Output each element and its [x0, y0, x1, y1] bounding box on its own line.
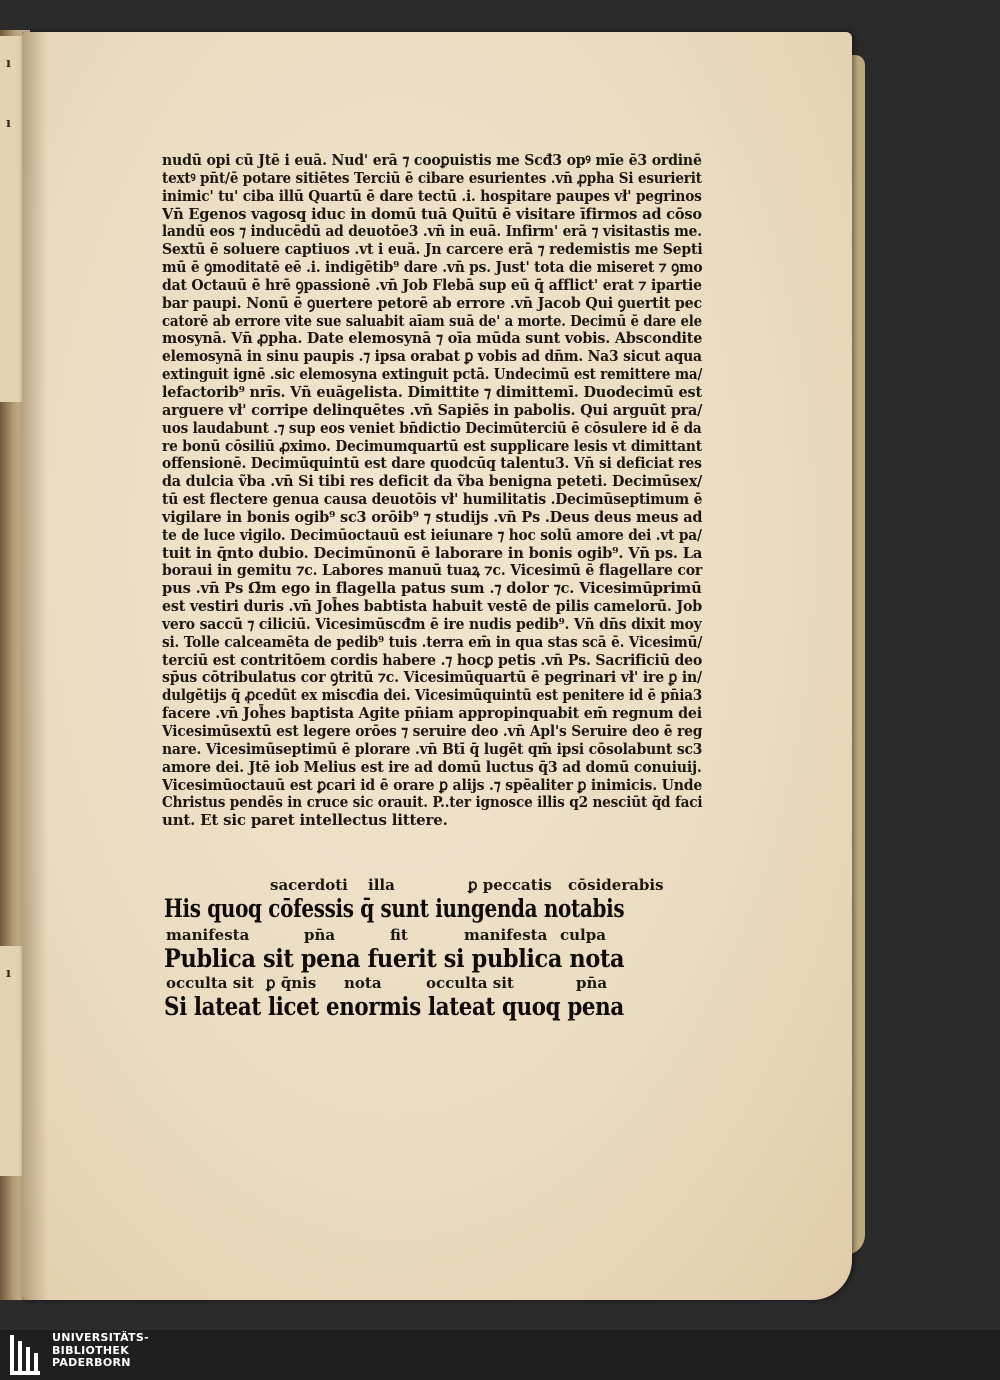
logo-line: PADERBORN — [52, 1356, 131, 1369]
text-line: dulgētijs q̄ ꝓcedūt ex miscđia dei. Vicesimūquintū est penitere id ē pn̄ia3 — [162, 686, 703, 705]
text-line: re bonū cōsiliū ꝓximo. Decimumquartū est supplicare lesis vt dimittant — [162, 436, 702, 455]
text-line: amore dei. Jtē iob Melius est ire ad domū luctus q̄3 ad domū conuiuij. — [162, 757, 702, 776]
verse-1-gloss: sacerdoti — [270, 876, 348, 894]
text-line: Sextū ē soluere captiuos .vt i euā. Jn carcere erā ⁊ redemistis me Septi — [162, 240, 703, 259]
text-line: offensionē. Decimūquintū est dare quodcūq̧ talentu3. Vn̄ si deficiat res — [162, 454, 702, 473]
verse-2-gloss: fit — [390, 926, 408, 944]
text-line: vigilare in bonis ogib⁹ sc3 orōib⁹ ⁊ studijs .vn̄ Ps .Deus deus meus ad — [162, 507, 703, 526]
text-line: si. Tolle calceamēta de pedib⁹ tuis .terra em̄ in qua stas scā ē. Vicesimū/ — [162, 632, 703, 651]
text-line: uos laudabunt .⁊ sup eos veniet bn̄dictio Decimūterciū ē cōsulere id ē da — [162, 418, 702, 437]
verse-3-gloss: occulta sit — [426, 974, 514, 992]
text-line: inimic' tu' ciba illū Quartū ē dare tectū .i. hospitare paupes vł' pegrinos — [162, 186, 702, 205]
verse-1-gloss: ꝑ peccatis — [468, 876, 552, 894]
text-line: mū ē ꝯmoditatē eē .i. indigētib⁹ dare .vn̄ ps. Just' tota die miseret ⁊ ꝯmo — [162, 258, 703, 277]
verse-3-gloss: occulta sit — [166, 974, 254, 992]
text-line: bar paupi. Nonū ē ꝯuertere petorē ab errore .vn̄ Jacob Qui ꝯuertit pec — [162, 293, 702, 312]
verse-1-line: His quoq̧ cōfessis q̄ sunt iungenda notabis — [164, 894, 625, 923]
text-line: boraui in gemitu ⁊c. Labores manuū tuaꝝ ⁊c. Vicesimū ē flagellare cor — [162, 561, 703, 580]
stub-mark: ı — [6, 116, 11, 131]
text-line: elemosynā in sinu paupis .⁊ ipsa orabat ꝑ vobis ad dn̄m. Na3 sicut aqua — [162, 347, 702, 366]
text-line: te de luce vigilo. Decimūoctauū est ieiunare ⁊ hoc solū amore dei .vt pa/ — [162, 525, 702, 544]
text-line: unt. Et sic paret intellectus littere. — [162, 811, 448, 830]
text-line: arguere vł' corripe delinquētes .vn̄ Sapiēs in pabolis. Qui arguūt pra/ — [162, 400, 703, 419]
library-logo-icon — [8, 1333, 44, 1377]
verse-3-line: Si lateat licet enormis lateat quoq̧ pena — [164, 992, 624, 1021]
verse-2-gloss: culpa — [560, 926, 606, 944]
text-line: dat Octauū ē hrē ꝯpassionē .vn̄ Job Flebā sup eū q̄ afflict' erat ⁊ ipartie — [162, 275, 702, 294]
footer-bar — [0, 1330, 1000, 1380]
text-line: Vicesimūoctauū est ꝑcari id ē orare ꝑ alijs .⁊ spēaliter ꝑ inimicis. Unde — [162, 775, 703, 794]
page-gutter-shadow — [22, 32, 48, 1300]
text-line: nare. Vicesimūseptimū ē plorare .vn̄ Btī q̄ lugēt qm̄ ipsi cōsolabunt sc3 — [162, 739, 703, 758]
text-line: nudū opi cū Jtē i euā. Nud' erā ⁊ cooꝑuistis me Scđ3 opꝰ mīe ē3 ordinē — [162, 151, 702, 169]
text-line: tū est flectere genua causa deuotōis vł' humilitatis .Decimūseptimum ē — [162, 490, 703, 509]
text-line: Christus pendēs in cruce sic orauit. P..ter ignosce illis q2 nesciūt q̄d faci — [162, 793, 703, 812]
text-line: vero saccū ⁊ ciliciū. Vicesimūscđm ē ire nudis pedib⁹. Vn̄ dn̄s dixit moy — [162, 614, 702, 633]
verse-1-gloss: cōsiderabis — [568, 876, 664, 894]
body-text-block — [162, 152, 702, 830]
stub-mark: ı — [6, 966, 11, 981]
text-line: extinguit ignē .sic elemosyna extinguit pctā. Undecimū est remittere ma/ — [162, 365, 703, 384]
library-logo-text — [52, 1332, 149, 1370]
verse-2-gloss: manifesta — [166, 926, 250, 944]
text-line: textꝰ pn̄t/ē potare sitiētes Terciū ē cibare esurientes .vn̄ ꝓpha Si esurierit — [162, 168, 702, 187]
text-line: est vestiri duris .vn̄ Joh̄es babtista habuit vestē de pilis camelorū. Job — [162, 597, 703, 616]
verse-3-gloss: ꝑ q̄nis — [266, 974, 317, 992]
text-line: Vicesimūsextū est legere orōes ⁊ seruire deo .vn̄ Apl's Seruire deo ē reg — [162, 722, 703, 740]
logo-line: BIBLIOTHEK — [52, 1343, 130, 1357]
text-line: mosynā. Vn̄ ꝓpha. Date elemosynā ⁊ oīa mūda sunt vobis. Abscondite — [162, 329, 703, 348]
text-line: lefactorib⁹ nrīs. Vn̄ euāgelista. Dimittite ⁊ dimittemī. Duodecimū est — [162, 382, 702, 401]
text-line: da dulcia ṽba .vn̄ Si tibi res deficit da ṽba benigna peteti. Decimūsex/ — [162, 472, 703, 491]
text-line: catorē ab errore vite sue saluabit aīam suā de' a morte. Decimū ē dare ele — [162, 311, 702, 330]
logo-line: UNIVERSITÄTS- — [52, 1331, 149, 1344]
verse-3-gloss: nota — [344, 974, 382, 992]
verse-2-gloss: manifesta — [464, 926, 548, 944]
text-line: tuit in q̄nto dubio. Decimūnonū ē laborare in bonis ogib⁹. Vn̄ ps. La — [162, 543, 703, 562]
verse-2-line: Publica sit pena fuerit si publica nota — [164, 944, 625, 973]
verse-1-gloss: illa — [368, 876, 395, 894]
verse-2-gloss: pn̄a — [304, 926, 336, 944]
text-line: sp̄us cōtribulatus cor ꝯtritū ⁊c. Vicesimūquartū ē pegrinari vł' ire ꝑ in/ — [162, 668, 702, 687]
text-line: terciū est contritōem cordis habere .⁊ hocꝑ petis .vn̄ Ps. Sacrificiū deo — [162, 650, 703, 669]
verse-3-gloss: pn̄a — [576, 974, 608, 992]
text-line: Vn̄ Egenos vagosq̧ iduc in domū tuā Quītū ē visitare īfirmos ad cōso — [162, 204, 702, 223]
text-line: facere .vn̄ Joh̄es baptista Agite pn̄iam appropinquabit em̄ regnum dei — [162, 704, 703, 723]
text-line: landū eos ⁊ inducēdū ad deuotōe3 .vn̄ in euā. Infirm' erā ⁊ visitastis me. — [162, 222, 702, 241]
text-line: pus .vn̄ Ps Ω̄m ego in flagella patus sum .⁊ dolor ⁊c. Vicesimūprimū — [162, 579, 702, 598]
stub-mark: ı — [6, 56, 11, 71]
